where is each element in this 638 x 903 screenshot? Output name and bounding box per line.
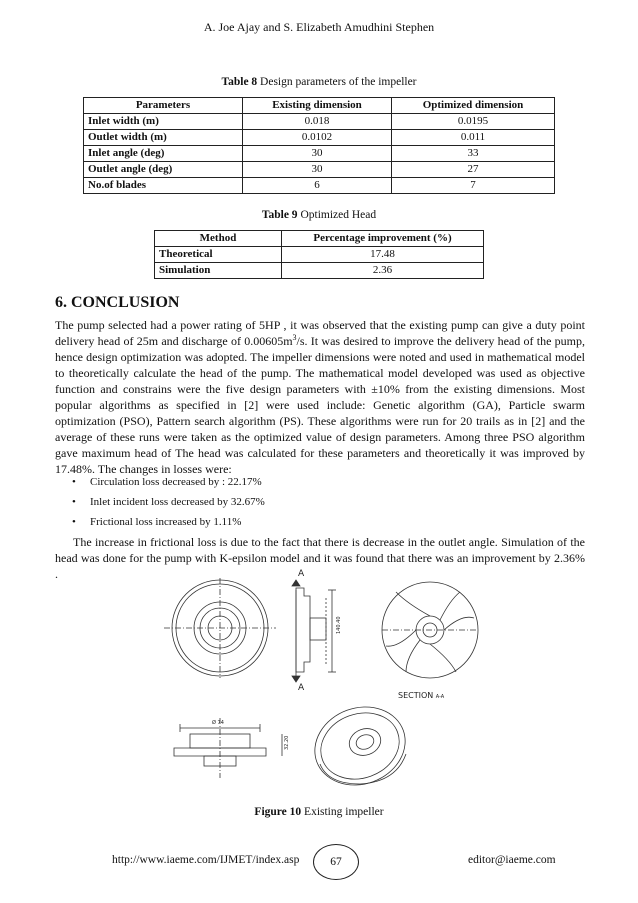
journal-link[interactable]: http://www.iaeme.com/IJMET/index.asp [112,854,300,866]
table9-caption-label: Table 9 [261,209,298,221]
paragraph-text: /s. It was desired to improve the delivery head of the pump, hence design optimization was adopted. The impeller dimensions were noted and used in mathematical model to theoretically calculate the head of the pump. The mathematical model developed was used as objective function and constrains were the five design parameters with ±10% from the existing dimensions. Most popular algorithms as specified in [2] were used include: Genetic algorithm (GA), Particle swarm optimization (PSO), Pattern search algorithm (PS). These algorithms were run for 20 trails as in [2] and the average of these runs were taken as the optimized value of design parameters. Among three PSO algorithm gave maximum head of The head was calculated for these parameters and theoretically it was improved by 17.48%. The changes in losses were: [55,334,586,476]
dimension-side-label: 32.20 [284,735,290,750]
bullet-icon: • [72,476,76,488]
table-cell: 30 [243,146,392,162]
superscript: 3 [292,333,297,342]
table9-caption-text: Optimized Head [297,209,377,221]
table8-header-cell: Existing dimension [243,98,392,114]
section-view-label-main: SECTION [398,691,434,700]
paragraph-text: The pump selected had a power rating of 5HP , it was observed that the existing pump can give a duty point delivery head of 25m and discharge of 0.00605m [55,318,585,348]
table-cell: Inlet width (m) [84,114,243,130]
impeller-bottom-side-view [174,718,282,778]
impeller-section-side-view [292,580,336,682]
table8-header-row [84,98,555,114]
figure10-caption-text: Existing impeller [301,806,384,818]
section-view-label [398,691,445,700]
list-item-text: Frictional loss increased by 1.11% [90,516,242,528]
table8-caption-text: Design parameters of the impeller [257,76,417,88]
list-item-text: Inlet incident loss decreased by 32.67% [90,496,265,508]
table-row [155,263,484,279]
table-row [84,130,555,146]
list-item-text: Circulation loss decreased by : 22.17% [90,476,262,488]
section-title: 6. CONCLUSION [55,294,180,311]
list-item [72,472,265,492]
list-item [72,512,265,532]
impeller-blade-section-view [382,582,478,678]
dimension-diameter-label: Ø 74 [212,720,224,726]
table8-caption-label: Table 8 [221,76,258,88]
table-cell: 30 [243,162,392,178]
table-row [84,178,555,194]
impeller-drawing [160,569,480,800]
section-marker-top: A [298,569,305,579]
table-row [84,162,555,178]
table8 [83,97,555,194]
table9-header-cell: Percentage improvement (%) [282,231,484,247]
table-row [155,247,484,263]
impeller-front-view [164,578,276,678]
conclusion-paragraph [55,317,585,477]
dimension-height-label: 140.40 [336,616,342,634]
table-cell: 27 [392,162,555,178]
table-cell: 7 [392,178,555,194]
bullet-icon: • [72,516,76,528]
loss-list [72,472,265,532]
page-number: 67 [313,844,359,880]
table-cell: 17.48 [282,247,484,263]
table9-caption [0,209,638,221]
table-cell: Inlet angle (deg) [84,146,243,162]
table9-header-row [155,231,484,247]
table-cell: Outlet width (m) [84,130,243,146]
table-cell: Theoretical [155,247,282,263]
table-row [84,114,555,130]
table8-header-cell: Parameters [84,98,243,114]
list-item [72,492,265,512]
table9 [154,230,484,279]
bullet-icon: • [72,496,76,508]
figure10-caption-label: Figure 10 [254,806,302,818]
table8-caption [0,76,638,88]
email-link[interactable]: editor@iaeme.com [468,854,556,866]
table-cell: Outlet angle (deg) [84,162,243,178]
table-cell: Simulation [155,263,282,279]
section-view-label-suffix: A-A [435,694,445,700]
table-cell: 0.0195 [392,114,555,130]
conclusion-paragraph-2: The increase in frictional loss is due to the fact that there is decrease in the outlet angle. Simulation of the head was done for the pump with K-epsilon model and it was found that there was an improvement by 2.36% . [55,535,585,581]
running-header: A. Joe Ajay and S. Elizabeth Amudhini Stephen [203,20,435,34]
table-cell: 6 [243,178,392,194]
table-cell: 2.36 [282,263,484,279]
section-marker-bottom: A [298,683,305,693]
table9-header-cell: Method [155,231,282,247]
table-row [84,146,555,162]
table-cell: 33 [392,146,555,162]
impeller-isometric-view [304,695,416,798]
table8-header-cell: Optimized dimension [392,98,555,114]
table-cell: 0.011 [392,130,555,146]
figure10-caption [0,806,638,818]
table-cell: 0.0102 [243,130,392,146]
table-cell: No.of blades [84,178,243,194]
table-cell: 0.018 [243,114,392,130]
